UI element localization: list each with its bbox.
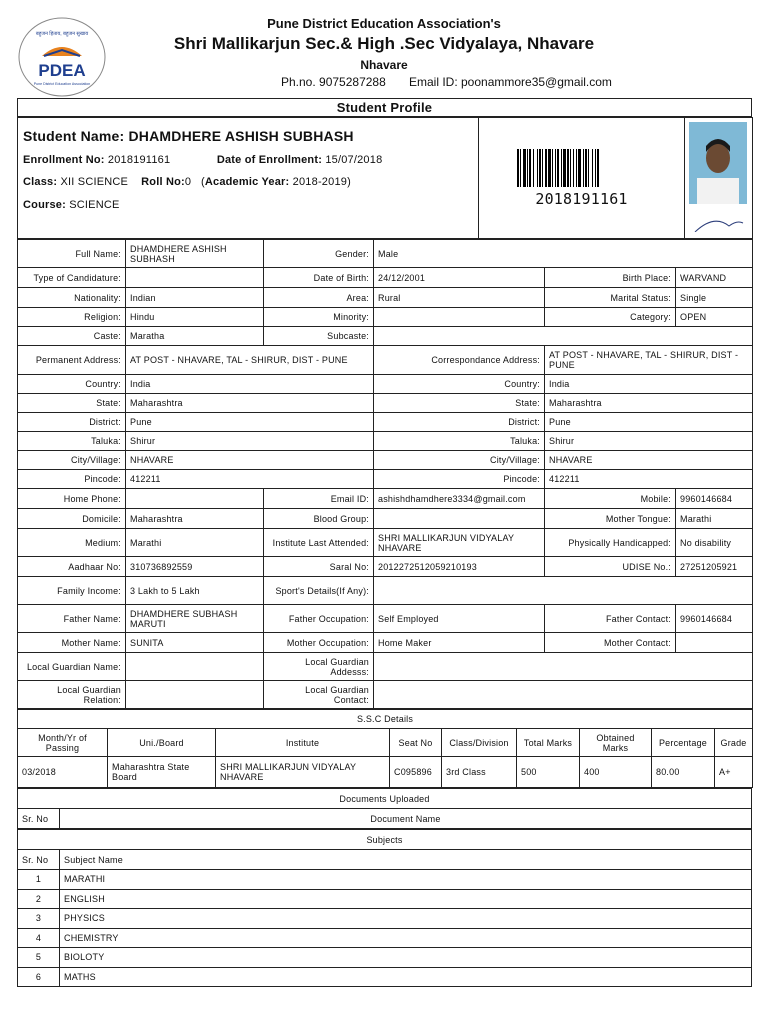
district2: Pune xyxy=(545,413,753,432)
guardian-name xyxy=(126,653,264,681)
taluka: Shirur xyxy=(126,432,374,451)
subject-srno: 5 xyxy=(18,948,60,968)
guardian-contact-label: Local Guardian Contact: xyxy=(264,681,374,709)
caste: Maratha xyxy=(126,327,264,346)
domicile: Maharashtra xyxy=(126,509,264,529)
marital-status-label: Marital Status: xyxy=(545,288,676,308)
course-label: Course: xyxy=(23,199,66,211)
subject-name: BIOLOTY xyxy=(60,948,752,968)
subjects-srno-header: Sr. No xyxy=(18,850,60,870)
guardian-relation xyxy=(126,681,264,709)
state2-label: State: xyxy=(374,394,545,413)
subject-row xyxy=(18,928,752,948)
course-value: SCIENCE xyxy=(69,199,120,211)
father-name: DHAMDHERE SUBHASH MARUTI xyxy=(126,605,264,633)
father-contact-label: Father Contact: xyxy=(545,605,676,633)
profile-sheet xyxy=(17,98,752,987)
class-value: XII SCIENCE xyxy=(60,176,129,188)
profile-title: Student Profile xyxy=(18,99,752,117)
documents-name-header: Document Name xyxy=(60,809,752,829)
date-of-enrollment-label: Date of Enrollment: xyxy=(216,154,323,166)
country-label: Country: xyxy=(18,375,126,394)
birth-place: WARVAND xyxy=(676,268,753,288)
family-income: 3 Lakh to 5 Lakh xyxy=(126,577,264,605)
enrollment-label: Enrollment No: xyxy=(23,154,105,166)
saral-label: Saral No: xyxy=(264,557,374,577)
mother-occupation-label: Mother Occupation: xyxy=(264,633,374,653)
pincode2-label: Pincode: xyxy=(374,470,545,489)
mother-name-label: Mother Name: xyxy=(18,633,126,653)
udise-label: UDISE No.: xyxy=(545,557,676,577)
father-occupation-label: Father Occupation: xyxy=(264,605,374,633)
handicapped: No disability xyxy=(676,529,753,557)
row-full-name xyxy=(18,240,753,268)
summary-table xyxy=(17,117,753,239)
roll-value: 0 xyxy=(184,176,192,188)
medium: Marathi xyxy=(126,529,264,557)
ssc-header-cell: Class/Division xyxy=(442,729,517,757)
student-photo xyxy=(689,122,747,232)
academic-year-label: Academic Year: xyxy=(204,176,290,188)
logo-motto: बहुजन हिताय, बहुजन सुखाय xyxy=(35,31,89,37)
full-name-label: Full Name: xyxy=(18,240,126,268)
birth-place-label: Birth Place: xyxy=(545,268,676,288)
udise: 27251205921 xyxy=(676,557,753,577)
page-header xyxy=(0,0,768,96)
state2: Maharashtra xyxy=(545,394,753,413)
marital-status: Single xyxy=(676,288,753,308)
candidature xyxy=(126,268,264,288)
domicile-label: Domicile: xyxy=(18,509,126,529)
taluka-label: Taluka: xyxy=(18,432,126,451)
subject-srno: 2 xyxy=(18,889,60,909)
ssc-table xyxy=(17,709,753,788)
subject-srno: 6 xyxy=(18,967,60,987)
enrollment-no: 2018191161 xyxy=(107,154,171,166)
barcode-cell xyxy=(479,118,685,239)
handicapped-label: Physically Handicapped: xyxy=(545,529,676,557)
family-income-label: Family Income: xyxy=(18,577,126,605)
academic-year: 2018-2019 xyxy=(292,176,348,188)
date-of-enrollment: 15/07/2018 xyxy=(325,154,383,166)
city-label: City/Village: xyxy=(18,451,126,470)
documents-title: Documents Uploaded xyxy=(18,789,752,809)
dob-label: Date of Birth: xyxy=(264,268,374,288)
country2-label: Country: xyxy=(374,375,545,394)
father-occupation: Self Employed xyxy=(374,605,545,633)
school-place: Nhavare xyxy=(360,58,408,72)
state-label: State: xyxy=(18,394,126,413)
subjects-body xyxy=(18,870,752,987)
sports xyxy=(374,577,753,605)
subject-name: MATHS xyxy=(60,967,752,987)
religion-label: Religion: xyxy=(18,308,126,327)
signature-icon xyxy=(695,221,743,232)
logo-text: PDEA xyxy=(38,61,86,80)
subcaste xyxy=(374,327,753,346)
religion: Hindu xyxy=(126,308,264,327)
ssc-cell: A+ xyxy=(715,757,753,788)
logo-subtext: Pune District Education Association xyxy=(33,82,91,86)
minority xyxy=(374,308,545,327)
subject-row xyxy=(18,967,752,987)
nationality-label: Nationality: xyxy=(18,288,126,308)
subject-name: PHYSICS xyxy=(60,909,752,929)
ssc-header-cell: Grade xyxy=(715,729,753,757)
photo-cell xyxy=(685,118,753,239)
ssc-cell: 3rd Class xyxy=(442,757,517,788)
ssc-cell: 400 xyxy=(580,757,652,788)
subject-srno: 4 xyxy=(18,928,60,948)
student-name: DHAMDHERE ASHISH SUBHASH xyxy=(128,128,354,144)
subject-name: ENGLISH xyxy=(60,889,752,909)
class-label: Class: xyxy=(23,176,58,188)
ssc-header-cell: Institute xyxy=(216,729,390,757)
correspondance-address-label: Correspondance Address: xyxy=(374,346,545,375)
candidature-label: Type of Candidature: xyxy=(18,268,126,288)
guardian-name-label: Local Guardian Name: xyxy=(18,653,126,681)
father-contact: 9960146684 xyxy=(676,605,753,633)
minority-label: Minority: xyxy=(264,308,374,327)
category-label: Category: xyxy=(545,308,676,327)
student-name-label: Student Name: xyxy=(23,128,125,144)
ssc-header-row xyxy=(18,729,753,757)
ssc-cell: 500 xyxy=(517,757,580,788)
district-label: District: xyxy=(18,413,126,432)
city: NHAVARE xyxy=(126,451,374,470)
ssc-title: S.S.C Details xyxy=(18,710,753,729)
ssc-cell: SHRI MALLIKARJUN VIDYALAY NHAVARE xyxy=(216,757,390,788)
correspondance-address: AT POST - NHAVARE, TAL - SHIRUR, DIST - PUNE xyxy=(545,346,753,375)
dob: 24/12/2001 xyxy=(374,268,545,288)
gender-label: Gender: xyxy=(264,240,374,268)
nationality: Indian xyxy=(126,288,264,308)
caste-label: Caste: xyxy=(18,327,126,346)
institute: SHRI MALLIKARJUN VIDYALAY NHAVARE xyxy=(374,529,545,557)
guardian-address-label: Local Guardian Addesss: xyxy=(264,653,374,681)
blood-group-label: Blood Group: xyxy=(264,509,374,529)
subject-row xyxy=(18,909,752,929)
permanent-address: AT POST - NHAVARE, TAL - SHIRUR, DIST - PUNE xyxy=(126,346,374,375)
email: ashishdhamdhere3334@gmail.com xyxy=(374,489,545,509)
subjects-name-header: Subject Name xyxy=(60,850,752,870)
details-table xyxy=(17,239,753,709)
institute-label: Institute Last Attended: xyxy=(264,529,374,557)
mother-tongue: Marathi xyxy=(676,509,753,529)
ssc-header-cell: Uni./Board xyxy=(108,729,216,757)
summary-info: Student Name: DHAMDHERE ASHISH SUBHASH Enrollment No: 2018191161 Date of Enrollment: 15/07/2018 Class: XII SCIENCE Roll No:0 (Academic Year: 2018-2019) Course: SCIENCE xyxy=(18,118,479,239)
ssc-header-cell: Month/Yr of Passing xyxy=(18,729,108,757)
area-label: Area: xyxy=(264,288,374,308)
district: Pune xyxy=(126,413,374,432)
pincode: 412211 xyxy=(126,470,374,489)
mobile-label: Mobile: xyxy=(545,489,676,509)
association-name: Pune District Education Association's xyxy=(267,16,501,31)
guardian-contact xyxy=(374,681,753,709)
school-email: Email ID: poonammore35@gmail.com xyxy=(409,75,612,89)
pincode-label: Pincode: xyxy=(18,470,126,489)
saral: 2012272512059210193 xyxy=(374,557,545,577)
ssc-cell: C095896 xyxy=(390,757,442,788)
subject-row xyxy=(18,889,752,909)
gender: Male xyxy=(374,240,753,268)
mother-occupation: Home Maker xyxy=(374,633,545,653)
ssc-data-row xyxy=(18,757,753,788)
ssc-header-cell: Obtained Marks xyxy=(580,729,652,757)
country: India xyxy=(126,375,374,394)
email-label: Email ID: xyxy=(264,489,374,509)
sports-label: Sport's Details(If Any): xyxy=(264,577,374,605)
full-name: DHAMDHERE ASHISH SUBHASH xyxy=(126,240,264,268)
state: Maharashtra xyxy=(126,394,374,413)
subject-row xyxy=(18,948,752,968)
home-phone-label: Home Phone: xyxy=(18,489,126,509)
mother-tongue-label: Mother Tongue: xyxy=(545,509,676,529)
district2-label: District: xyxy=(374,413,545,432)
category: OPEN xyxy=(676,308,753,327)
guardian-relation-label: Local Guardian Relation: xyxy=(18,681,126,709)
documents-srno-header: Sr. No xyxy=(18,809,60,829)
taluka2-label: Taluka: xyxy=(374,432,545,451)
mother-contact-label: Mother Contact: xyxy=(545,633,676,653)
aadhaar-label: Aadhaar No: xyxy=(18,557,126,577)
area: Rural xyxy=(374,288,545,308)
school-name: Shri Mallikarjun Sec.& High .Sec Vidyalaya, Nhavare xyxy=(173,34,595,53)
subjects-table xyxy=(17,829,752,987)
documents-table xyxy=(17,788,752,829)
taluka2: Shirur xyxy=(545,432,753,451)
guardian-address xyxy=(374,653,753,681)
subject-srno: 1 xyxy=(18,870,60,890)
ssc-cell: 80.00 xyxy=(652,757,715,788)
ssc-cell: 03/2018 xyxy=(18,757,108,788)
ssc-header-cell: Percentage xyxy=(652,729,715,757)
subject-row xyxy=(18,870,752,890)
subject-name: MARATHI xyxy=(60,870,752,890)
mobile: 9960146684 xyxy=(676,489,753,509)
father-name-label: Father Name: xyxy=(18,605,126,633)
mother-name: SUNITA xyxy=(126,633,264,653)
barcode-icon xyxy=(517,149,647,187)
profile-title-table xyxy=(17,98,752,117)
city2-label: City/Village: xyxy=(374,451,545,470)
medium-label: Medium: xyxy=(18,529,126,557)
mother-contact xyxy=(676,633,753,653)
subcaste-label: Subcaste: xyxy=(264,327,374,346)
ssc-header-cell: Total Marks xyxy=(517,729,580,757)
subject-srno: 3 xyxy=(18,909,60,929)
blood-group xyxy=(374,509,545,529)
subjects-title: Subjects xyxy=(18,830,752,850)
subject-name: CHEMISTRY xyxy=(60,928,752,948)
country2: India xyxy=(545,375,753,394)
barcode-number: 2018191161 xyxy=(535,189,628,208)
ssc-header-cell: Seat No xyxy=(390,729,442,757)
roll-label: Roll No: xyxy=(141,176,185,188)
permanent-address-label: Permanent Address: xyxy=(18,346,126,375)
aadhaar: 310736892559 xyxy=(126,557,264,577)
home-phone xyxy=(126,489,264,509)
ssc-cell: Maharashtra State Board xyxy=(108,757,216,788)
city2: NHAVARE xyxy=(545,451,753,470)
school-phone: Ph.no. 9075287288 xyxy=(281,75,386,89)
pincode2: 412211 xyxy=(545,470,753,489)
